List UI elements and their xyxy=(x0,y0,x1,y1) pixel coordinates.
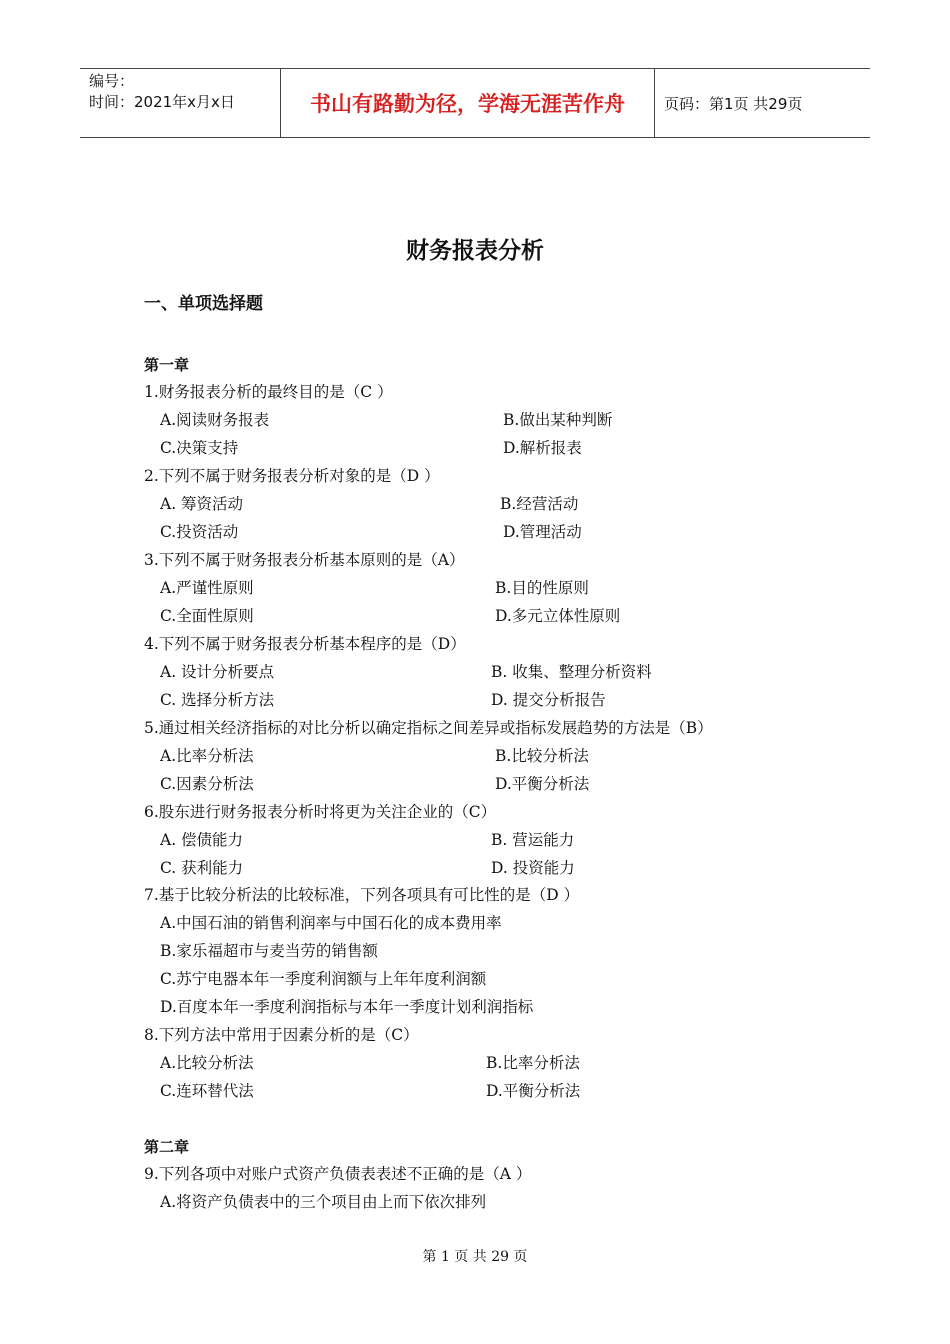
option-b: B.经营活动 xyxy=(500,495,579,513)
document-header xyxy=(80,68,870,138)
header-page-info: 页码：第1页 共29页 xyxy=(664,94,803,113)
option-d: D. 投资能力 xyxy=(491,859,575,877)
number-label: 编号： xyxy=(89,72,135,90)
option-c: C.全面性原则 xyxy=(160,607,254,625)
option-a: A. 偿债能力 xyxy=(160,831,244,849)
option-d: D.多元立体性原则 xyxy=(495,607,621,625)
option-a: A.将资产负债表中的三个项目由上而下依次排列 xyxy=(160,1193,487,1211)
option-a: A.严谨性原则 xyxy=(160,579,254,597)
question-text: 7.基于比较分析法的比较标准，下列各项具有可比性的是（D ） xyxy=(144,886,580,904)
chapter-heading: 第一章 xyxy=(144,356,190,374)
option-d: D.解析报表 xyxy=(503,439,582,457)
option-c: C.连环替代法 xyxy=(160,1082,254,1100)
option-d: D. 提交分析报告 xyxy=(491,691,606,709)
question-text: 5.通过相关经济指标的对比分析以确定指标之间差异或指标发展趋势的方法是（B） xyxy=(144,719,713,737)
chapter-heading: 第二章 xyxy=(144,1138,190,1156)
option-a: A.比较分析法 xyxy=(160,1054,254,1072)
option-c: C. 获利能力 xyxy=(160,859,244,877)
option-b: B.比率分析法 xyxy=(486,1054,580,1072)
option-a: A.阅读财务报表 xyxy=(160,411,270,429)
option-b: B.目的性原则 xyxy=(495,579,589,597)
option-b: B. 收集、整理分析资料 xyxy=(491,663,652,681)
option-b: B.比较分析法 xyxy=(495,747,589,765)
option-c: C.投资活动 xyxy=(160,523,239,541)
header-meta-cell xyxy=(80,69,281,137)
page-footer: 第 1 页 共 29 页 xyxy=(422,1249,528,1265)
option-c: C.决策支持 xyxy=(160,439,239,457)
question-text: 8.下列方法中常用于因素分析的是（C） xyxy=(144,1026,419,1044)
section-heading: 一、单项选择题 xyxy=(144,294,263,314)
question-text: 1.财务报表分析的最终目的是（C ） xyxy=(144,383,393,401)
option-a: A. 设计分析要点 xyxy=(160,663,275,681)
option-a: A.中国石油的销售利润率与中国石化的成本费用率 xyxy=(160,914,502,932)
question-text: 6.股东进行财务报表分析时将更为关注企业的（C） xyxy=(144,803,497,821)
question-text: 4.下列不属于财务报表分析基本程序的是（D） xyxy=(144,635,466,653)
option-c: C. 选择分析方法 xyxy=(160,691,275,709)
time-label: 时间：2021年x月x日 xyxy=(89,93,235,111)
header-motto: 书山有路勤为径，学海无涯苦作舟 xyxy=(281,69,655,137)
question-text: 3.下列不属于财务报表分析基本原则的是（A） xyxy=(144,551,465,569)
option-d: D.管理活动 xyxy=(503,523,582,541)
option-a: A.比率分析法 xyxy=(160,747,254,765)
option-b: B.做出某种判断 xyxy=(503,411,613,429)
option-a: A. 筹资活动 xyxy=(160,495,244,513)
option-c: C.因素分析法 xyxy=(160,775,254,793)
page-title: 财务报表分析 xyxy=(406,238,544,264)
option-d: D.平衡分析法 xyxy=(495,775,590,793)
option-c: C.苏宁电器本年一季度利润额与上年年度利润额 xyxy=(160,970,487,988)
question-text: 9.下列各项中对账户式资产负债表表述不正确的是（A ） xyxy=(144,1165,532,1183)
question-text: 2.下列不属于财务报表分析对象的是（D ） xyxy=(144,467,440,485)
option-b: B. 营运能力 xyxy=(491,831,575,849)
option-d: D.百度本年一季度利润指标与本年一季度计划利润指标 xyxy=(160,998,534,1016)
option-d: D.平衡分析法 xyxy=(486,1082,581,1100)
option-b: B.家乐福超市与麦当劳的销售额 xyxy=(160,942,378,960)
